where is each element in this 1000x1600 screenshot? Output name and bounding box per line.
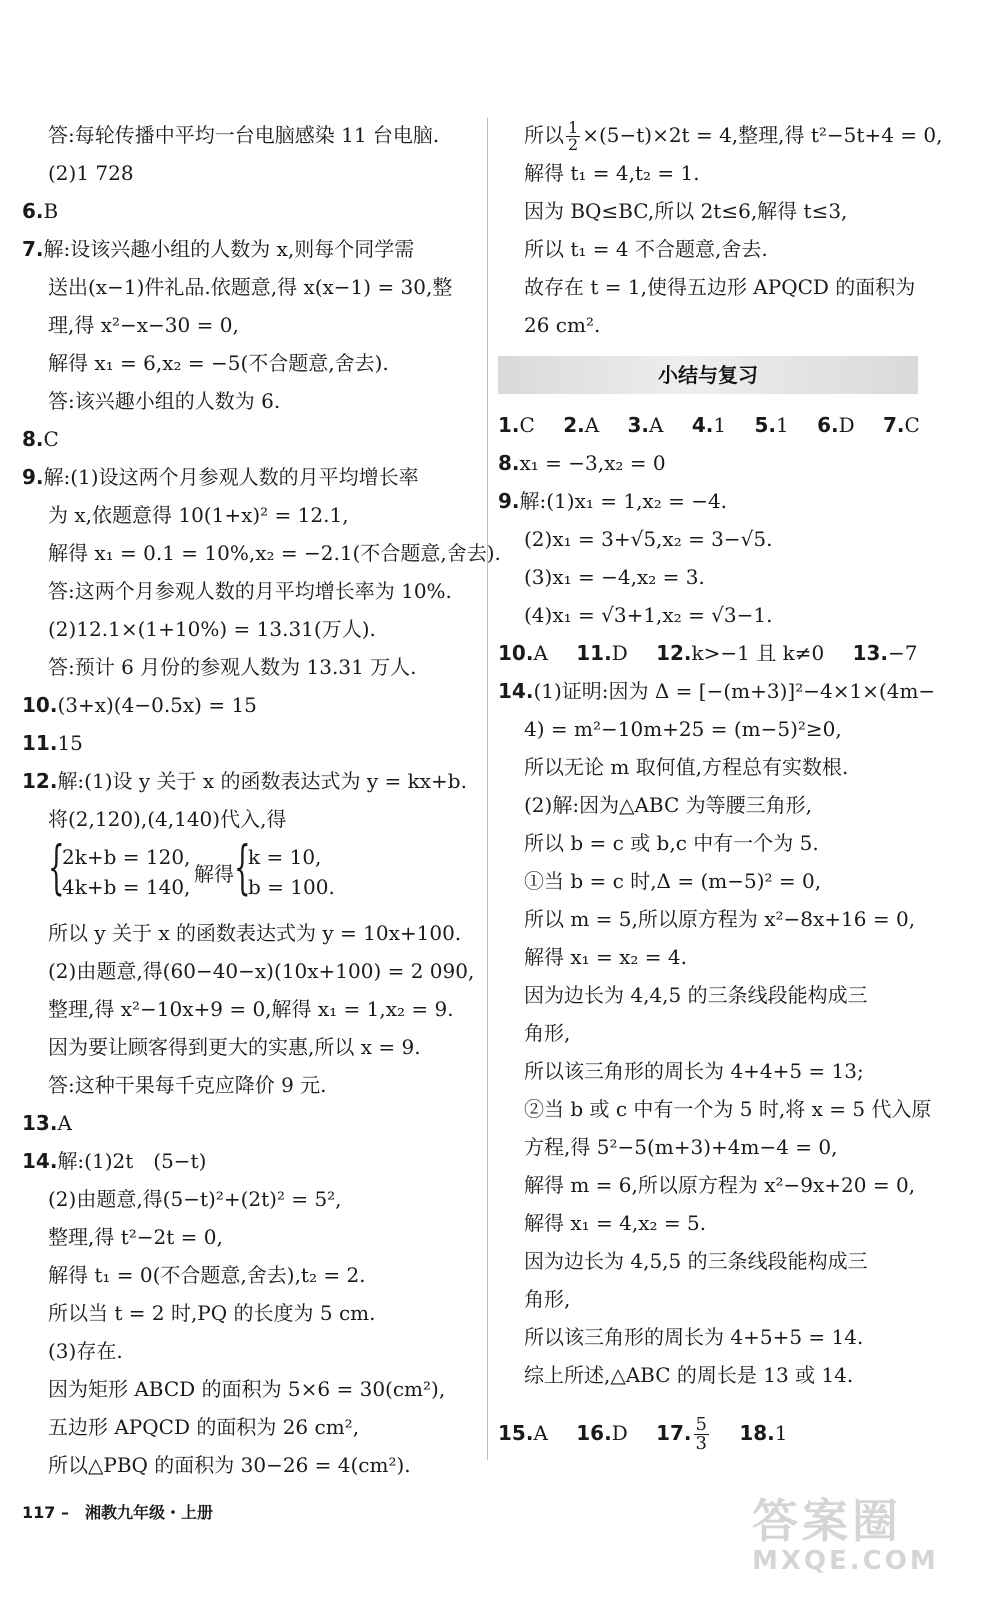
answer-line: (2)x₁ = 3+√5,x₂ = 3−√5. [524,527,773,551]
answer-line: 理,得 x²−x−30 = 0, [48,313,239,337]
answer-line: 解得 x₁ = 6,x₂ = −5(不合题意,舍去). [48,351,389,375]
answer-line: 故存在 t = 1,使得五边形 APQCD 的面积为 [524,275,916,299]
question-12: 12.解:(1)设 y 关于 x 的函数表达式为 y = kx+b. [22,769,467,793]
answer-line: 所以 t₁ = 4 不合题意,舍去. [524,237,768,261]
answer-line: 答:这种干果每千克应降价 9 元. [48,1073,327,1097]
answer-line: 解得 x₁ = 4,x₂ = 5. [524,1211,707,1235]
question-10: 10.(3+x)(4−0.5x) = 15 [22,693,257,717]
answer-line: ②当 b 或 c 中有一个为 5 时,将 x = 5 代入原 [524,1097,932,1121]
equation-system [48,833,448,906]
answer-line: (3)存在. [48,1339,123,1363]
question-8: 8.x₁ = −3,x₂ = 0 [498,451,666,475]
answer-line: 角形, [524,1287,571,1311]
answer-line: 整理,得 t²−2t = 0, [48,1225,223,1249]
answer-line: 4) = m²−10m+25 = (m−5)²≥0, [524,717,842,741]
answer-line: (4)x₁ = √3+1,x₂ = √3−1. [524,603,773,627]
answer-line: 五边形 APQCD 的面积为 26 cm², [48,1415,360,1439]
equation: k = 10, [248,845,322,869]
question-14: 14.(1)证明:因为 Δ = [−(m+3)]²−4×1×(4m− [498,679,936,703]
question-8: 8.C [22,427,59,451]
answer-line: (3)x₁ = −4,x₂ = 3. [524,565,705,589]
answer-line: 角形, [524,1021,571,1045]
fraction: $\frac{1}{2}$ [568,118,579,154]
answer-line: 26 cm². [524,313,601,337]
answer-row-15-18: 15.A 16.D 17. $\frac{5}{3}$ 18.1 [498,1414,788,1454]
answer-line: 答:这两个月参观人数的月平均增长率为 10%. [48,579,452,603]
answer-line: (2)12.1×(1+10%) = 13.31(万人). [48,617,376,641]
equation: 4k+b = 140, [62,875,191,899]
answer-line: 所以 y 关于 x 的函数表达式为 y = 10x+100. [48,921,462,945]
answer-line: 综上所述,△ABC 的周长是 13 或 14. [524,1363,854,1387]
question-11: 11.15 [22,731,83,755]
answer-line: 因为要让顾客得到更大的实惠,所以 x = 9. [48,1035,421,1059]
answer-line: (2)解:因为△ABC 为等腰三角形, [524,793,812,817]
answer-line: 送出(x−1)件礼品.依题意,得 x(x−1) = 30,整 [48,275,453,299]
page-footer: 117 – 湘教九年级・上册 [22,1503,213,1522]
answer-line: ①当 b = c 时,Δ = (m−5)² = 0, [524,869,822,893]
equation: b = 100. [248,875,335,899]
answer-line: 所以 m = 5,所以原方程为 x²−8x+16 = 0, [524,907,916,931]
answer-row-10-13: 10.A 11.D 12.k>−1 且 k≠0 13.−7 [498,641,918,665]
answer-line: 所以 $\frac{1}{2}$ ×(5−t)×2t = 4,整理,得 t²−5t+4 = 0, [524,118,943,154]
answer-line: 因为 BQ≤BC,所以 2t≤6,解得 t≤3, [524,199,848,223]
question-14: 14.解:(1)2t (5−t) [22,1149,207,1173]
answer-line: 所以该三角形的周长为 4+4+5 = 13; [524,1059,864,1083]
answer-line: 为 x,依题意得 10(1+x)² = 12.1, [48,503,349,527]
brace-left: { [234,833,251,901]
answer-line: 所以该三角形的周长为 4+5+5 = 14. [524,1325,864,1349]
question-6: 6.B [22,199,59,223]
answer-line: 解得 x₁ = 0.1 = 10%,x₂ = −2.1(不合题意,舍去). [48,541,501,565]
answer-line: 解得 m = 6,所以原方程为 x²−9x+20 = 0, [524,1173,916,1197]
answer-line: 答:预计 6 月份的参观人数为 13.31 万人. [48,655,417,679]
answer-line: (2)由题意,得(60−40−x)(10x+100) = 2 090, [48,959,475,983]
answer-line: 答:每轮传播中平均一台电脑感染 11 台电脑. [48,123,440,147]
answer-line: 所以△PBQ 的面积为 30−26 = 4(cm²). [48,1453,411,1477]
question-9: 9.解:(1)x₁ = 1,x₂ = −4. [498,489,728,513]
answer-line: (2)由题意,得(5−t)²+(2t)² = 5², [48,1187,342,1211]
question-9: 9.解:(1)设这两个月参观人数的月平均增长率 [22,465,419,489]
answer-line: 解得 t₁ = 4,t₂ = 1. [524,161,700,185]
answer-line: 答:该兴趣小组的人数为 6. [48,389,281,413]
brace-left: { [48,833,65,901]
answer-line: 所以 b = c 或 b,c 中有一个为 5. [524,831,819,855]
answer-line: 解得 x₁ = x₂ = 4. [524,945,687,969]
answer-line: 解得 t₁ = 0(不合题意,舍去),t₂ = 2. [48,1263,366,1287]
answer-line: 方程,得 5²−5(m+3)+4m−4 = 0, [524,1135,838,1159]
answer-line: 整理,得 x²−10x+9 = 0,解得 x₁ = 1,x₂ = 9. [48,997,454,1021]
answer-line: 所以当 t = 2 时,PQ 的长度为 5 cm. [48,1301,376,1325]
question-7: 7.解:设该兴趣小组的人数为 x,则每个同学需 [22,237,415,261]
section-header: 小结与复习 [498,356,918,394]
column-divider [487,118,488,1460]
answer-line: 将(2,120),(4,140)代入,得 [48,807,287,831]
answer-line: 因为边长为 4,4,5 的三条线段能构成三 [524,983,868,1007]
fraction: $\frac{5}{3}$ [695,1414,707,1454]
equation: 2k+b = 120, [62,845,191,869]
answer-line: 所以无论 m 取何值,方程总有实数根. [524,755,849,779]
answer-line: (2)1 728 [48,161,134,185]
question-13: 13.A [22,1111,72,1135]
answer-row-1-7: 1.C 2.A 3.A 4.1 5.1 6.D 7.C [498,413,920,437]
answer-line: 因为矩形 ABCD 的面积为 5×6 = 30(cm²), [48,1377,446,1401]
answer-line: 因为边长为 4,5,5 的三条线段能构成三 [524,1249,868,1273]
watermark-logo: 答案圈 MXQE.COM [752,1494,939,1576]
solve-label: 解得 [194,862,234,886]
